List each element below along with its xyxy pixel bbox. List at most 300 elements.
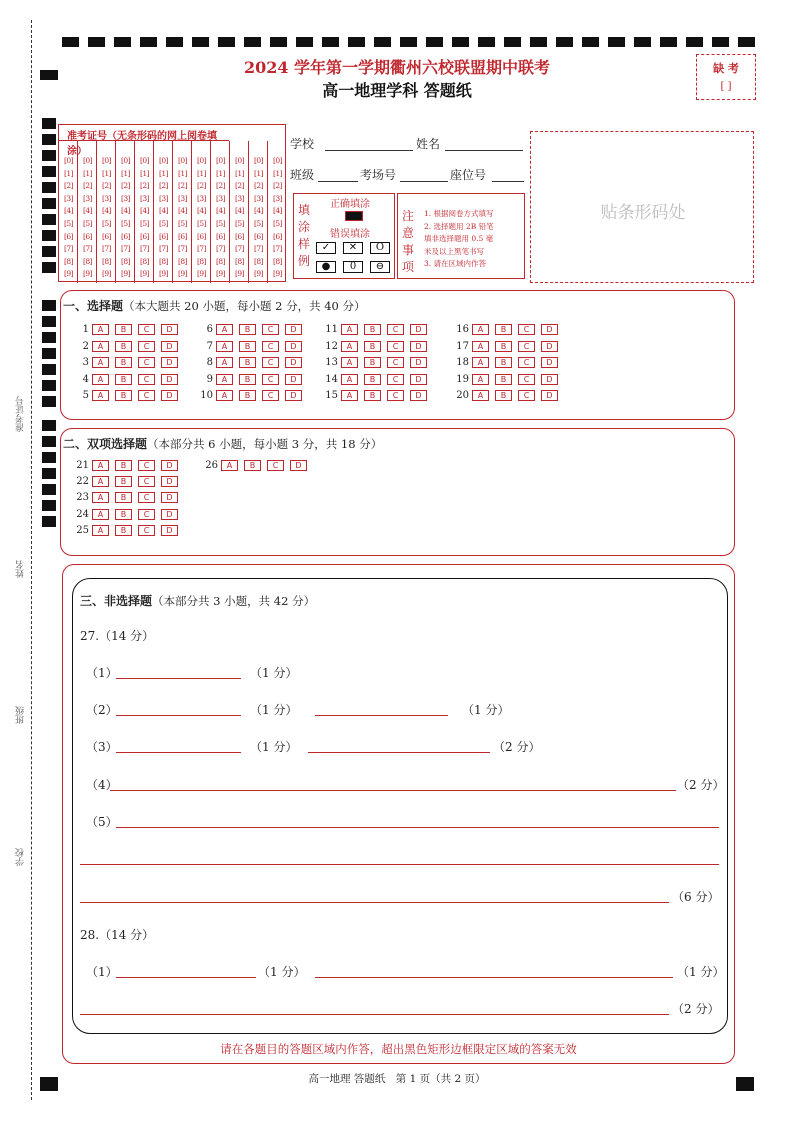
option-d-bubble[interactable]: D [541,341,558,352]
option-d-bubble[interactable]: D [161,476,178,487]
seat-field[interactable] [492,181,524,182]
timing-mark [738,37,755,47]
option-b-bubble[interactable]: B [115,374,132,385]
question-number: 11 [325,324,338,335]
q27-4-score: （2 分） [677,778,725,792]
ticket-digit-bubble[interactable]: [0] [82,156,93,165]
question-24 [76,509,184,520]
timing-mark [270,37,287,47]
q28-1-answer-b[interactable] [315,977,673,978]
option-c-bubble[interactable]: C [138,476,155,487]
ticket-digit-bubble[interactable]: [4] [120,206,131,216]
option-d-bubble[interactable]: D [161,390,178,401]
side-timing-mark [42,316,56,327]
class-field[interactable] [318,181,358,182]
ticket-digit-bubble[interactable]: [6] [82,231,93,241]
option-b-bubble[interactable]: B [239,357,256,368]
ticket-digit-bubble[interactable]: [3] [196,193,207,203]
ticket-digit-bubble[interactable]: [0] [139,156,150,165]
timing-mark [608,37,625,47]
ticket-digit-bubble[interactable]: [8] [177,256,188,266]
ticket-digit-bubble[interactable]: [5] [272,219,283,228]
ticket-digit-bubble[interactable]: [4] [63,206,74,216]
option-d-bubble[interactable]: D [541,324,558,335]
option-d-bubble[interactable]: D [541,374,558,385]
option-b-bubble[interactable]: B [495,390,512,401]
option-b-bubble[interactable]: B [239,374,256,385]
option-c-bubble[interactable]: C [387,341,404,352]
ticket-digit-bubble[interactable]: [1] [139,168,150,178]
side-timing-mark [42,516,56,527]
option-d-bubble[interactable]: D [161,324,178,335]
ticket-digit-bubble[interactable]: [9] [177,269,188,279]
ticket-digit-bubble[interactable]: [2] [177,181,188,191]
option-a-bubble[interactable]: A [216,341,233,352]
option-c-bubble[interactable]: C [138,525,155,536]
option-a-bubble[interactable]: A [472,341,489,352]
q27-1-label: （1） [86,666,118,680]
ticket-digit-bubble[interactable]: [2] [215,181,226,191]
q27-5-answer-1[interactable] [116,827,719,828]
ticket-digit-bubble[interactable]: [7] [272,244,283,254]
ticket-digit-bubble[interactable]: [1] [177,168,188,178]
option-a-bubble[interactable]: A [341,374,358,385]
ticket-digit-bubble[interactable]: [3] [63,193,74,203]
ticket-digit-bubble[interactable]: [2] [253,181,264,191]
q27-2-answer-a[interactable] [116,715,241,716]
ticket-digit-bubble[interactable]: [4] [158,206,169,216]
ticket-digit-bubble[interactable]: [5] [253,219,264,228]
ticket-digit-bubble[interactable]: [6] [101,231,112,241]
option-c-bubble[interactable]: C [262,390,279,401]
ticket-digit-bubble[interactable]: [7] [120,244,131,254]
ticket-digit-bubble[interactable]: [8] [253,256,264,266]
ticket-digit-bubble[interactable]: [7] [196,244,207,254]
option-d-bubble[interactable]: D [410,357,427,368]
ticket-digit-bubble[interactable]: [4] [82,206,93,216]
option-c-bubble[interactable]: C [262,324,279,335]
option-a-bubble[interactable]: A [341,341,358,352]
question-26 [205,460,313,471]
option-d-bubble[interactable]: D [285,357,302,368]
option-a-bubble[interactable]: A [472,357,489,368]
ticket-digit-bubble[interactable]: [2] [101,181,112,191]
option-c-bubble[interactable]: C [267,460,284,471]
ticket-digit-bubble[interactable]: [1] [215,168,226,178]
option-b-bubble[interactable]: B [115,357,132,368]
option-a-bubble[interactable]: A [216,357,233,368]
ticket-digit-bubble[interactable]: [3] [234,193,245,203]
ticket-digit-bubble[interactable]: [3] [120,193,131,203]
option-c-bubble[interactable]: C [518,357,535,368]
option-c-bubble[interactable]: C [138,324,155,335]
ticket-digit-bubble[interactable]: [6] [215,231,226,241]
q27-4-answer[interactable] [110,790,676,791]
option-a-bubble[interactable]: A [216,324,233,335]
ticket-digit-bubble[interactable]: [6] [272,231,283,241]
option-c-bubble[interactable]: C [138,357,155,368]
ticket-digit-bubble[interactable]: [5] [82,219,93,228]
option-a-bubble[interactable]: A [472,390,489,401]
ticket-digit-bubble[interactable]: [0] [215,156,226,165]
question-16 [456,324,564,335]
timing-mark [530,37,547,47]
option-a-bubble[interactable]: A [341,324,358,335]
ticket-digit-bubble[interactable]: [9] [101,269,112,279]
option-d-bubble[interactable]: D [161,357,178,368]
wrong-fill-mark: 0 [343,261,363,273]
ticket-digit-bubble[interactable]: [3] [177,193,188,203]
ticket-digit-bubble[interactable]: [0] [177,156,188,165]
option-c-bubble[interactable]: C [518,341,535,352]
ticket-digit-bubble[interactable]: [5] [158,219,169,228]
timing-mark [218,37,235,47]
option-a-bubble[interactable]: A [472,374,489,385]
ticket-digit-bubble[interactable]: [2] [196,181,207,191]
ticket-digit-bubble[interactable]: [6] [177,231,188,241]
option-b-bubble[interactable]: B [115,476,132,487]
option-b-bubble[interactable]: B [115,525,132,536]
ticket-digit-bubble[interactable]: [4] [272,206,283,216]
ticket-digit-bubble[interactable]: [4] [101,206,112,216]
ticket-digit-bubble[interactable]: [9] [196,269,207,279]
ticket-digit-bubble[interactable]: [2] [139,181,150,191]
absent-box[interactable] [696,54,756,100]
class-label: 班级 [290,168,315,182]
ticket-digit-bubble[interactable]: [2] [234,181,245,191]
option-a-bubble[interactable]: A [341,390,358,401]
option-c-bubble[interactable]: C [387,374,404,385]
side-timing-mark [42,380,56,391]
option-a-bubble[interactable]: A [341,357,358,368]
wrong-fill-mark: ✓ [316,242,336,254]
ticket-digit-bubble[interactable]: [2] [120,181,131,191]
timing-mark [88,37,105,47]
q27-2-label: （2） [86,703,118,717]
ticket-digit-bubble[interactable]: [9] [82,269,93,279]
ticket-digit-bubble[interactable]: [3] [139,193,150,203]
option-a-bubble[interactable]: A [92,390,109,401]
option-a-bubble[interactable]: A [216,374,233,385]
ticket-digit-bubble[interactable]: [4] [215,206,226,216]
question-20 [456,390,564,401]
option-a-bubble[interactable]: A [92,476,109,487]
ticket-digit-bubble[interactable]: [8] [158,256,169,266]
option-b-bubble[interactable]: B [239,341,256,352]
ticket-digit-bubble[interactable]: [1] [82,168,93,178]
ticket-digit-bubble[interactable]: [5] [215,219,226,228]
option-c-bubble[interactable]: C [138,509,155,520]
absent-label: 缺 考 [713,62,739,75]
ticket-digit-bubble[interactable]: [1] [120,168,131,178]
option-b-bubble[interactable]: B [115,341,132,352]
ticket-digit-bubble[interactable]: [0] [196,156,207,165]
ticket-digit-bubble[interactable]: [3] [215,193,226,203]
question-number: 8 [206,357,213,368]
option-a-bubble[interactable]: A [92,374,109,385]
option-d-bubble[interactable]: D [161,509,178,520]
question-22 [76,476,184,487]
option-a-bubble[interactable]: A [92,509,109,520]
option-b-bubble[interactable]: B [239,324,256,335]
option-d-bubble[interactable]: D [410,324,427,335]
ticket-digit-bubble[interactable]: [6] [253,231,264,241]
option-d-bubble[interactable]: D [285,341,302,352]
option-c-bubble[interactable]: C [138,374,155,385]
timing-mark [374,37,391,47]
ticket-digit-bubble[interactable]: [1] [253,168,264,178]
ticket-digit-bubble[interactable]: [8] [196,256,207,266]
ticket-digit-bubble[interactable]: [6] [196,231,207,241]
option-d-bubble[interactable]: D [285,390,302,401]
option-c-bubble[interactable]: C [387,390,404,401]
ticket-digit-bubble[interactable]: [7] [177,244,188,254]
question-number: 12 [325,340,338,352]
option-b-bubble[interactable]: B [495,357,512,368]
timing-mark [348,37,365,47]
ticket-digit-bubble[interactable]: [9] [215,269,226,279]
option-a-bubble[interactable]: A [221,460,238,471]
ticket-digit-bubble[interactable]: [9] [139,269,150,279]
ticket-digit-bubble[interactable]: [7] [215,244,226,254]
ticket-digit-bubble[interactable]: [5] [139,219,150,228]
option-b-bubble[interactable]: B [115,390,132,401]
option-d-bubble[interactable]: D [161,460,178,471]
ticket-digit-bubble[interactable]: [0] [272,156,283,165]
option-c-bubble[interactable]: C [387,324,404,335]
option-c-bubble[interactable]: C [138,341,155,352]
question-5 [76,390,184,401]
ticket-digit-bubble[interactable]: [7] [63,244,74,254]
ticket-digit-bubble[interactable]: [8] [82,256,93,266]
wrong-fill-mark: ✕ [343,242,363,254]
option-b-bubble[interactable]: B [115,324,132,335]
ticket-digit-bubble[interactable]: [1] [158,168,169,178]
ticket-digit-bubble[interactable]: [8] [215,256,226,266]
question-19 [456,374,564,385]
ticket-digit-bubble[interactable]: [0] [120,156,131,165]
option-c-bubble[interactable]: C [262,341,279,352]
option-b-bubble[interactable]: B [364,357,381,368]
ticket-digit-bubble[interactable]: [6] [234,231,245,241]
ticket-digit-bubble[interactable]: [0] [234,156,245,165]
cut-line [31,20,32,1100]
option-d-bubble[interactable]: D [410,341,427,352]
option-d-bubble[interactable]: D [285,324,302,335]
option-a-bubble[interactable]: A [92,492,109,503]
ticket-digit-bubble[interactable]: [6] [120,231,131,241]
ticket-digit-bubble[interactable]: [2] [272,181,283,191]
ticket-digit-bubble[interactable]: [1] [101,168,112,178]
q27-2-answer-b[interactable] [315,715,448,716]
option-d-bubble[interactable]: D [541,390,558,401]
ticket-digit-bubble[interactable]: [9] [120,269,131,279]
q27-5-answer-3[interactable] [80,902,669,903]
ticket-digit-bubble[interactable]: [7] [253,244,264,254]
ticket-digit-bubble[interactable]: [0] [253,156,264,165]
option-d-bubble[interactable]: D [410,390,427,401]
ticket-digit-bubble[interactable]: [1] [272,168,283,178]
q27-3-answer-b[interactable] [308,752,490,753]
option-d-bubble[interactable]: D [161,341,178,352]
ticket-digit-bubble[interactable]: [3] [253,193,264,203]
ticket-digit-bubble[interactable]: [1] [63,168,74,178]
question-4 [76,374,184,385]
ticket-digit-bubble[interactable]: [7] [158,244,169,254]
ticket-digit-column [116,141,135,283]
option-a-bubble[interactable]: A [92,525,109,536]
wrong-fill-mark: O [370,242,390,254]
option-b-bubble[interactable]: B [364,390,381,401]
option-b-bubble[interactable]: B [495,324,512,335]
option-c-bubble[interactable]: C [138,460,155,471]
ticket-digit-bubble[interactable]: [7] [139,244,150,254]
timing-mark [244,37,261,47]
option-a-bubble[interactable]: A [472,324,489,335]
fill-example-label: 填涂样例 [298,203,311,268]
ticket-digit-bubble[interactable]: [2] [158,181,169,191]
option-b-bubble[interactable]: B [244,460,261,471]
ticket-digit-bubble[interactable]: [5] [63,219,74,228]
question-number: 6 [206,324,213,335]
answer-frame [72,578,728,1034]
q27-3-answer-a[interactable] [116,752,241,753]
option-a-bubble[interactable]: A [92,324,109,335]
option-b-bubble[interactable]: B [239,390,256,401]
ticket-digit-bubble[interactable]: [6] [139,231,150,241]
ticket-digit-bubble[interactable]: [5] [177,219,188,228]
option-b-bubble[interactable]: B [115,460,132,471]
option-c-bubble[interactable]: C [138,390,155,401]
ticket-digit-bubble[interactable]: [7] [101,244,112,254]
option-c-bubble[interactable]: C [138,492,155,503]
ticket-digit-bubble[interactable]: [0] [63,156,74,165]
option-d-bubble[interactable]: D [290,460,307,471]
ticket-digit-bubble[interactable]: [8] [63,256,74,266]
ticket-digit-bubble[interactable]: [4] [196,206,207,216]
option-d-bubble[interactable]: D [161,492,178,503]
ticket-digit-bubble[interactable]: [4] [253,206,264,216]
fill-example-box [293,193,395,279]
ticket-digit-bubble[interactable]: [8] [139,256,150,266]
option-a-bubble[interactable]: A [92,341,109,352]
option-c-bubble[interactable]: C [262,357,279,368]
ticket-digit-bubble[interactable]: [8] [120,256,131,266]
ticket-digit-bubble[interactable]: [9] [158,269,169,279]
ticket-digit-bubble[interactable]: [2] [63,181,74,191]
ticket-digit-bubble[interactable]: [9] [234,269,245,279]
option-b-bubble[interactable]: B [364,324,381,335]
ticket-digit-bubble[interactable]: [8] [272,256,283,266]
option-d-bubble[interactable]: D [410,374,427,385]
wrong-fill-mark: ⊖ [370,261,390,273]
ticket-digit-bubble[interactable]: [5] [101,219,112,228]
option-d-bubble[interactable]: D [285,374,302,385]
ticket-digit-bubble[interactable]: [7] [82,244,93,254]
ticket-digit-bubble[interactable]: [3] [101,193,112,203]
option-b-bubble[interactable]: B [364,341,381,352]
room-field[interactable] [400,181,448,182]
ticket-digit-bubble[interactable]: [8] [101,256,112,266]
ticket-digit-bubble[interactable]: [4] [177,206,188,216]
q27-1-score: （1 分） [250,666,298,680]
ticket-digit-bubble[interactable]: [1] [196,168,207,178]
option-c-bubble[interactable]: C [518,390,535,401]
side-timing-mark [42,396,56,407]
option-a-bubble[interactable]: A [216,390,233,401]
side-timing-mark [42,452,56,463]
side-label-school: 学校 [16,848,26,866]
q28-1-answer-a[interactable] [116,977,256,978]
q27-5-answer-2[interactable] [80,864,719,865]
ticket-digit-bubble[interactable]: [4] [139,206,150,216]
ticket-digit-bubble[interactable]: [5] [234,219,245,228]
option-d-bubble[interactable]: D [161,525,178,536]
ticket-digit-column [173,141,192,283]
ticket-digit-bubble[interactable]: [0] [158,156,169,165]
timing-mark [712,37,729,47]
q27-1-answer[interactable] [116,678,241,679]
ticket-digit-bubble[interactable]: [3] [158,193,169,203]
option-c-bubble[interactable]: C [387,357,404,368]
ticket-digit-bubble[interactable]: [3] [82,193,93,203]
ticket-digit-bubble[interactable]: [5] [120,219,131,228]
option-d-bubble[interactable]: D [541,357,558,368]
barcode-label: 贴条形码处 [600,203,686,223]
question-13 [325,357,433,368]
option-a-bubble[interactable]: A [92,460,109,471]
option-c-bubble[interactable]: C [518,324,535,335]
q27-label: 27.（14 分） [80,629,155,643]
school-label: 学校 [290,137,315,151]
notice-item: 2. 选择题用 2B 铅笔 [424,221,494,231]
ticket-digit-bubble[interactable]: [0] [101,156,112,165]
school-field[interactable] [325,150,413,151]
option-d-bubble[interactable]: D [161,374,178,385]
ticket-digit-bubble[interactable]: [7] [234,244,245,254]
option-c-bubble[interactable]: C [262,374,279,385]
side-timing-mark [42,300,56,311]
q28-2-score: （2 分） [672,1002,720,1016]
option-b-bubble[interactable]: B [495,374,512,385]
ticket-digit-bubble[interactable]: [6] [63,231,74,241]
ticket-digit-bubble[interactable]: [9] [63,269,74,279]
ticket-digit-bubble[interactable]: [3] [272,193,283,203]
ticket-digit-bubble[interactable]: [9] [253,269,264,279]
ticket-digit-bubble[interactable]: [8] [234,256,245,266]
option-b-bubble[interactable]: B [115,492,132,503]
side-timing-mark [42,118,56,129]
option-b-bubble[interactable]: B [115,509,132,520]
ticket-digit-bubble[interactable]: [5] [196,219,207,228]
side-timing-mark [42,166,56,177]
ticket-digit-bubble[interactable]: [9] [272,269,283,279]
ticket-digit-bubble[interactable]: [2] [82,181,93,191]
question-10 [200,390,308,401]
option-b-bubble[interactable]: B [495,341,512,352]
question-number: 22 [76,476,89,488]
option-b-bubble[interactable]: B [364,374,381,385]
name-field[interactable] [445,150,523,151]
option-c-bubble[interactable]: C [518,374,535,385]
notice-item: 3. 请在区域内作答 [424,259,487,268]
ticket-digit-bubble[interactable]: [1] [234,168,245,178]
ticket-digit-bubble[interactable]: [4] [234,206,245,216]
option-a-bubble[interactable]: A [92,357,109,368]
ticket-digit-bubble[interactable]: [6] [158,231,169,241]
q28-2-answer[interactable] [80,1014,669,1015]
section3-note: （本部分共 3 小题，共 42 分） [152,594,316,608]
